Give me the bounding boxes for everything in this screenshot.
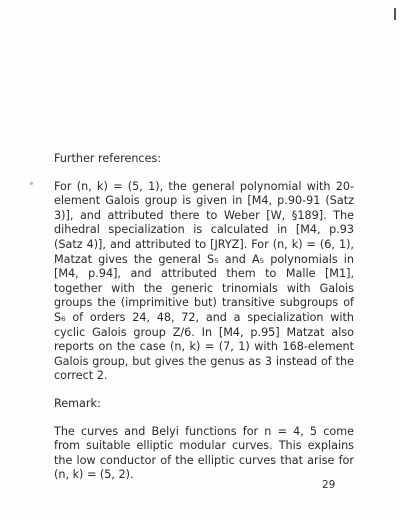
scan-speck: [30, 182, 33, 185]
page-edge-mark: [394, 8, 396, 20]
body-text: [54, 152, 354, 496]
references-heading: Further references:: [54, 152, 162, 165]
remark-heading: Remark:: [54, 396, 101, 410]
page-number: 29: [322, 479, 336, 491]
references-paragraph: For (n, k) = (5, 1), the general polynomial with 20-element Galois group is given in [M4, p.90-91 (Satz 3)], and attributed there to Weber [W, §189]. The dihedral specialization is calculated in [M4, p.93 (Satz 4)], and attributed to [JRYZ]. For (n, k) = (6, 1), Matzat gives the general S₅ and A₅ polynomials in [M4, p.94], and attributed them to Malle [M1], together with the generic trinomials with Galois groups the (imprimitive but) transitive subgroups of S₆ of orders 24, 48, 72, and a specialization with cyclic Galois group Z/6. In [M4, p.95] Matzat also reports on the case (n, k) = (7, 1) with 168-element Galois group, but gives the genus as 3 instead of the correct 2.: [54, 179, 354, 383]
remark-paragraph: The curves and Belyi functions for n = 4, 5 come from suitable elliptic modular curves. This explains the low conductor of the elliptic curves that arise for (n, k) = (5, 2).: [54, 424, 354, 482]
